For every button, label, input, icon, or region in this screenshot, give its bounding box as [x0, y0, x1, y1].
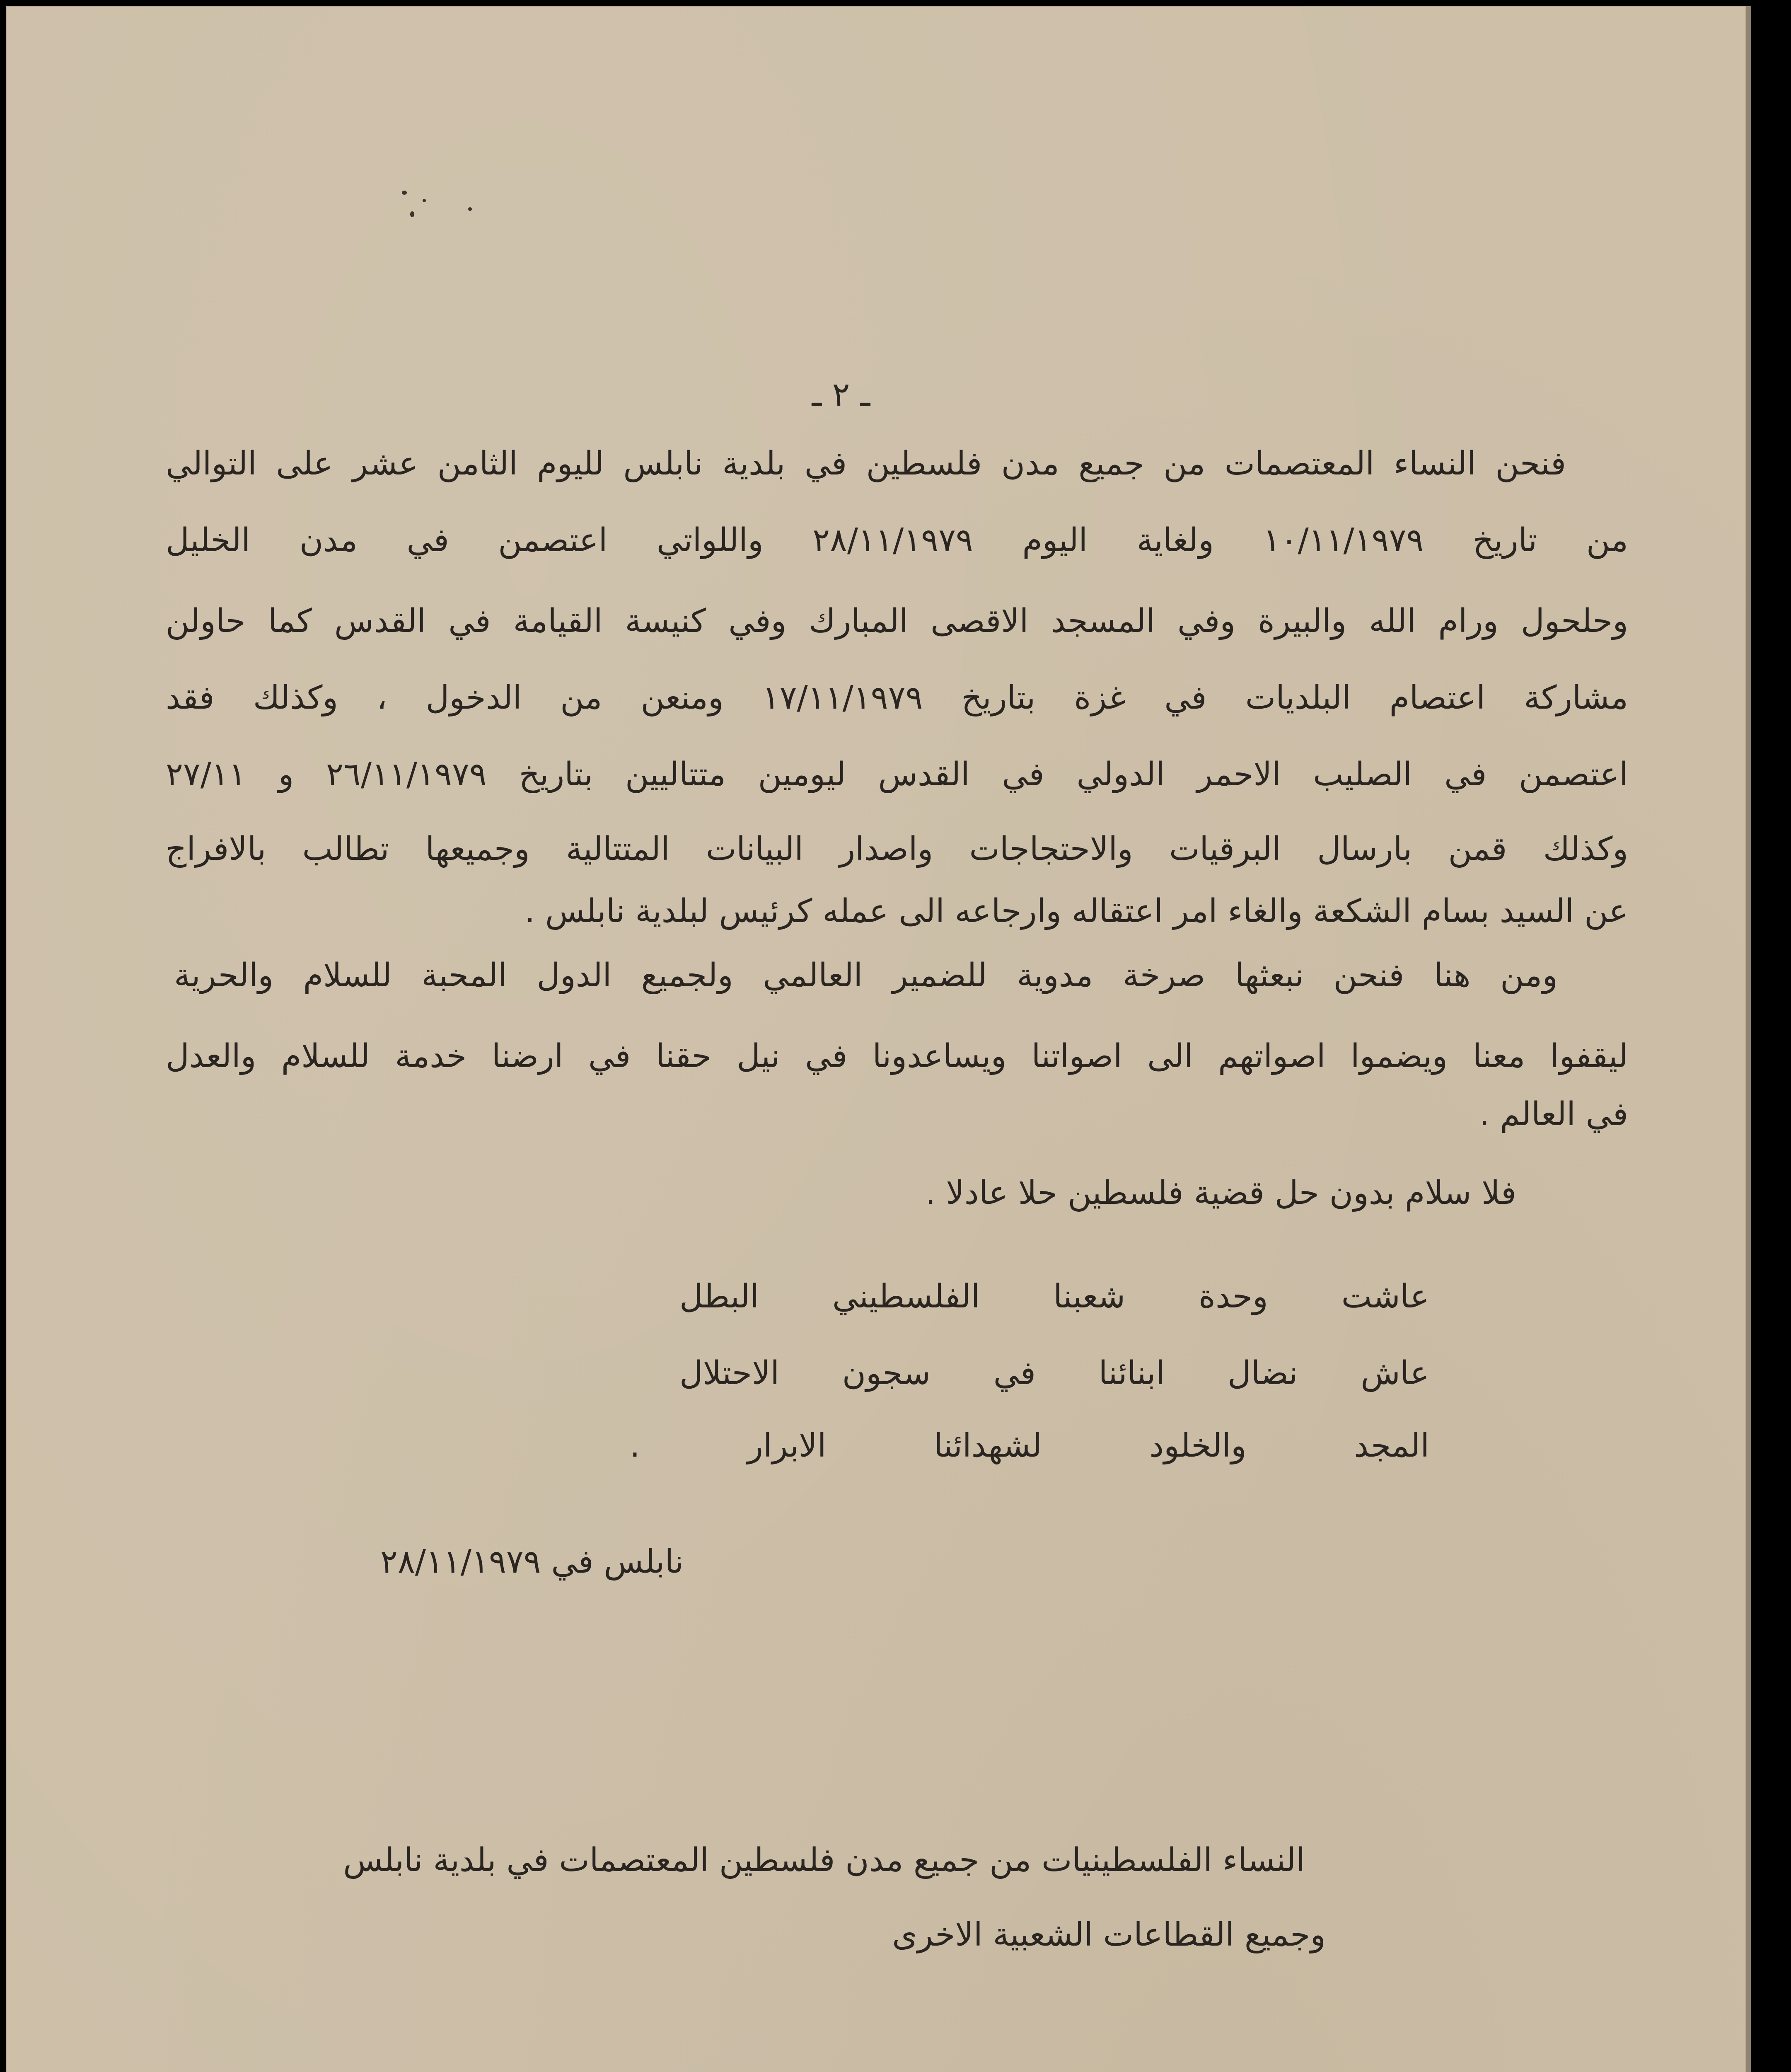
paragraph1-line-2: من تاريخ ١٠/١١/١٩٧٩ ولغاية اليوم ٢٨/١١/١٩٧٩ واللواتي اعتصمن في مدن الخليل	[166, 522, 1628, 559]
paragraph2-line-2: ليقفوا معنا ويضموا اصواتهم الى اصواتنا ويساعدونا في نيل حقنا في ارضنا خدمة للسلام والعدل	[166, 1038, 1628, 1075]
paragraph1-line-3: وحلحول ورام الله والبيرة وفي المسجد الاقصى المبارك وفي كنيسة القيامة في القدس كما حاولن	[166, 603, 1628, 640]
slogan-line-2: عاش نضال ابنائنا في سجون الاحتلال	[679, 1355, 1429, 1392]
statement-line: فلا سلام بدون حل قضية فلسطين حلا عادلا .	[925, 1174, 1516, 1212]
slogan-line-3: المجد والخلود لشهدائنا الابرار .	[630, 1427, 1429, 1464]
signature-line-1: النساء الفلسطينيات من جميع مدن فلسطين المعتصمات في بلدية نابلس	[343, 1842, 1305, 1879]
signature-line-2: وجميع القطاعات الشعبية الاخرى	[892, 1916, 1326, 1953]
paragraph2-line-1: ومن هنا فنحن نبعثها صرخة مدوية للضمير العالمي ولجميع الدول المحبة للسلام والحرية	[174, 957, 1558, 994]
paragraph2-line-3: في العالم .	[1479, 1096, 1628, 1133]
paragraph1-line-5: اعتصمن في الصليب الاحمر الدولي في القدس ليومين متتاليين بتاريخ ٢٦/١١/١٩٧٩ و ٢٧/١١	[166, 756, 1628, 793]
page-number: ـ ٢ ـ	[812, 375, 870, 414]
slogan-line-1: عاشت وحدة شعبنا الفلسطيني البطل	[679, 1278, 1429, 1315]
paragraph1-line-4: مشاركة اعتصام البلديات في غزة بتاريخ ١٧/١١/١٩٧٩ ومنعن من الدخول ، وكذلك فقد	[166, 679, 1628, 716]
page-edge	[1746, 6, 1751, 2072]
date-line: نابلس في ٢٨/١١/١٩٧٩	[380, 1543, 684, 1581]
paragraph1-line-1: فنحن النساء المعتصمات من جميع مدن فلسطين في بلدية نابلس لليوم الثامن عشر على التوالي	[166, 445, 1566, 482]
ink-specks	[398, 182, 489, 228]
paragraph1-line-6: وكذلك قمن بارسال البرقيات والاحتجاجات واصدار البيانات المتتالية وجميعها تطالب بالافراج	[166, 830, 1628, 868]
paragraph1-line-7: عن السيد بسام الشكعة والغاء امر اعتقاله وارجاعه الى عمله كرئيس لبلدية نابلس .	[524, 893, 1628, 930]
